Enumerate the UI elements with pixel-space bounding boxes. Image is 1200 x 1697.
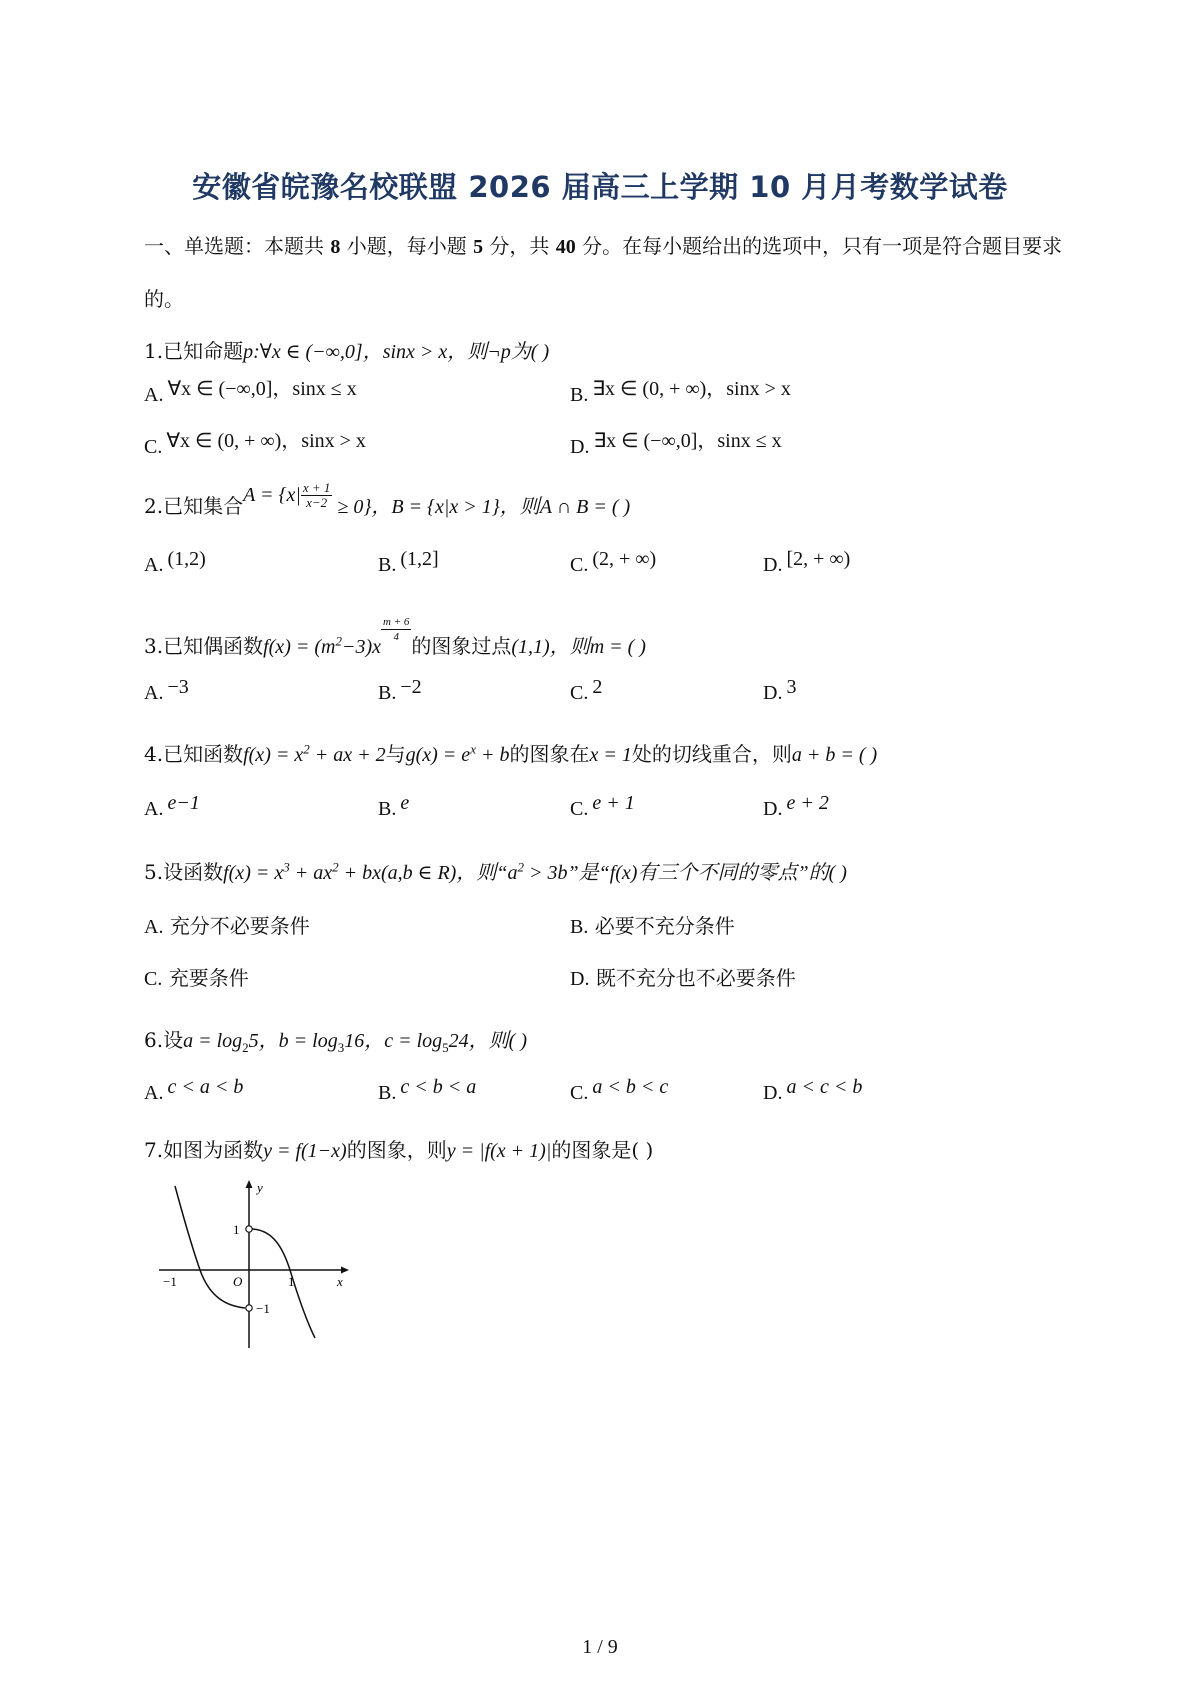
question-3-option-d[interactable]: D. 3 <box>763 676 797 704</box>
y-axis-label: y <box>257 1180 263 1195</box>
open-point-upper <box>246 1226 252 1232</box>
question-6-option-b[interactable]: B. c < b < a <box>378 1076 477 1104</box>
x-axis-arrow-icon <box>341 1267 349 1274</box>
origin-label: O <box>233 1274 243 1289</box>
tick-label-y-positive: 1 <box>233 1222 240 1237</box>
function-graph-figure <box>155 1178 355 1353</box>
question-4-stem: 4.已知函数$f(x) = x^2$ + ax + 2与$g(x) = e^x + b$的图象在x = 1处的切线重合，则a + b = ( ) <box>144 741 878 766</box>
question-4-option-b[interactable]: B. e <box>378 792 410 820</box>
question-2-option-d[interactable]: D. [2, + ∞) <box>763 548 851 576</box>
question-3-option-c[interactable]: C. 2 <box>570 676 603 704</box>
question-2-option-b[interactable]: B. (1,2] <box>378 548 439 576</box>
question-1-stem: 1.已知命题p:∀x ∈ (−∞,0]，sinx > x，则¬p为( ) <box>144 339 550 363</box>
question-6-option-a[interactable]: A. c < a < b <box>144 1076 244 1104</box>
question-5-option-d[interactable]: D. 既不充分也不必要条件 <box>570 966 796 990</box>
page-number: 1 / 9 <box>582 1636 618 1658</box>
question-7-stem: 7.如图为函数y = f(1−x)的图象，则y = |f(x + 1)|的图象是( ) <box>144 1138 654 1162</box>
question-4-option-c[interactable]: C. e + 1 <box>570 792 635 820</box>
tick-label-x-positive: 1 <box>288 1274 295 1289</box>
question-1-option-b[interactable]: B. ∃x ∈ (0, + ∞)，sinx > x <box>570 378 791 406</box>
question-1-option-d[interactable]: D. ∃x ∈ (−∞,0]，sinx ≤ x <box>570 430 782 458</box>
y-axis-arrow-icon <box>246 1180 253 1188</box>
question-5-option-a[interactable]: A. 充分不必要条件 <box>144 914 310 938</box>
question-2-option-c[interactable]: C. (2, + ∞) <box>570 548 657 576</box>
curve-left-branch <box>175 1186 245 1308</box>
question-6-stem: 6.设$a = \log_25$，$b = \log_316$，$c = \log_524$，则( ) <box>144 1028 527 1055</box>
open-point-lower <box>246 1305 252 1311</box>
section-instructions: 一、单选题：本题共 8 小题，每小题 5 分，共 40 分。在每小题给出的选项中，只有一项是符合题目要求的。 <box>144 234 1063 311</box>
tick-label-y-negative: −1 <box>256 1301 270 1316</box>
question-5-stem: 5.设函数$f(x) = x^3 + ax^2 + bx(a,b$ ∈ R)，则“$a^2 > 3b$”是“f(x)有三个不同的零点”的( ) <box>144 859 847 884</box>
question-4-option-a[interactable]: A. e−1 <box>144 792 200 820</box>
question-3-option-b[interactable]: B. −2 <box>378 676 422 704</box>
question-6-option-c[interactable]: C. a < b < c <box>570 1076 669 1104</box>
question-5-option-c[interactable]: C. 充要条件 <box>144 966 249 990</box>
question-2-option-a[interactable]: A. (1,2) <box>144 548 206 576</box>
question-3-stem: 3.已知偶函数$f(x) = (m^2-3)x$ $\frac{m + 6}{4}$ 的图象过点(1,1)，则m = ( ) <box>144 616 646 658</box>
page-title: 安徽省皖豫名校联盟 2026 届高三上学期 10 月月考数学试卷 <box>192 170 1008 204</box>
question-6-option-d[interactable]: D. a < c < b <box>763 1076 863 1104</box>
question-5-option-b[interactable]: B. 必要不充分条件 <box>570 914 735 938</box>
x-axis-label: x <box>337 1274 343 1289</box>
question-3-option-a[interactable]: A. −3 <box>144 676 189 704</box>
question-4-option-d[interactable]: D. e + 2 <box>763 792 829 820</box>
curve-right-branch <box>252 1229 315 1338</box>
question-1-option-c[interactable]: C. ∀x ∈ (0, + ∞)，sinx > x <box>144 430 366 458</box>
question-2-stem: 2.已知集合A = {x| $\frac{x + 1}{x-2}$ ≥ 0}，B = {x|x > 1}，则A ∩ B = ( ) <box>144 480 631 518</box>
tick-label-x-negative: −1 <box>163 1274 177 1289</box>
question-1-option-a[interactable]: A. ∀x ∈ (−∞,0]，sinx ≤ x <box>144 378 357 406</box>
